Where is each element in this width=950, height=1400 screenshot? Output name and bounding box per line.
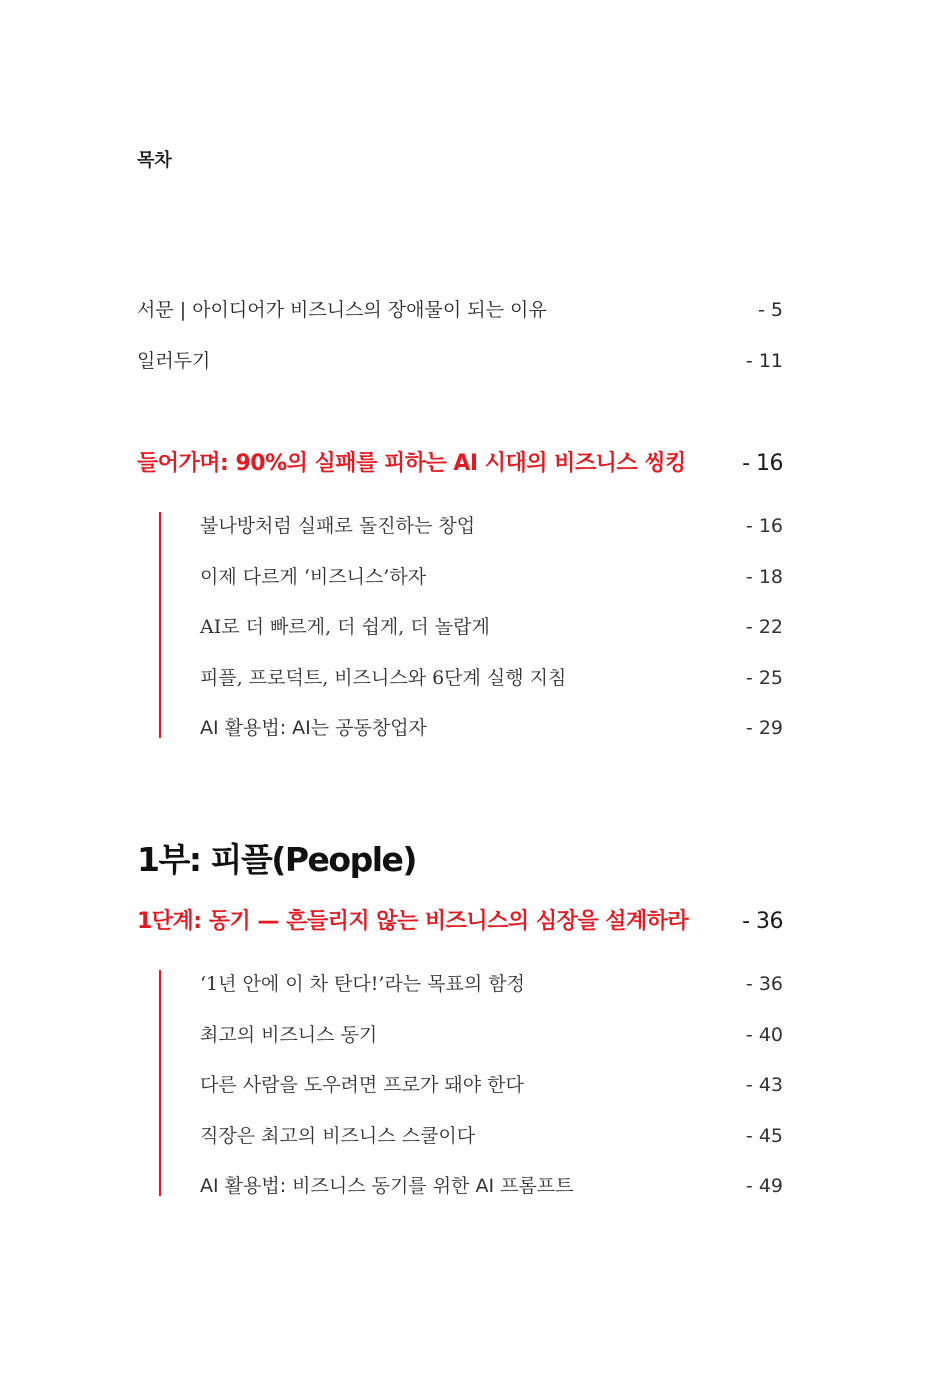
entry-title: 직장은 최고의 비즈니스 스쿨이다 xyxy=(200,1125,476,1147)
entry-page: - 29 xyxy=(745,717,783,739)
entry-title: AI로 더 빠르게, 더 쉽게, 더 놀랍게 xyxy=(200,616,490,638)
entry-title: 피플, 프로덕트, 비즈니스와 6단계 실행 지침 xyxy=(200,667,567,689)
toc-entry-preface[interactable] xyxy=(137,295,783,325)
toc-entry[interactable] xyxy=(137,562,783,592)
entry-page: - 49 xyxy=(745,1175,783,1197)
toc-entry-notes[interactable] xyxy=(137,346,783,376)
entry-title: 최고의 비즈니스 동기 xyxy=(200,1024,378,1046)
entry-title: 다른 사람을 도우려면 프로가 돼야 한다 xyxy=(200,1074,524,1096)
entry-title: 서문 | 아이디어가 비즈니스의 장애물이 되는 이유 xyxy=(137,299,547,321)
entry-title: 일러두기 xyxy=(137,350,211,372)
entry-title: ‘1년 안에 이 차 탄다!’라는 목표의 함정 xyxy=(200,973,525,995)
section-title: 들어가며: 90%의 실패를 피하는 AI 시대의 비즈니스 씽킹 xyxy=(137,451,686,476)
toc-heading: 목차 xyxy=(137,150,172,171)
toc-entry[interactable] xyxy=(137,663,783,693)
part-title: 1부: 피플(People) xyxy=(137,840,416,879)
toc-entry[interactable] xyxy=(137,713,783,743)
entry-page: - 36 xyxy=(745,973,783,995)
entry-title: 불나방처럼 실패로 돌진하는 창업 xyxy=(200,515,476,537)
toc-entry[interactable] xyxy=(137,1020,783,1050)
entry-page: - 22 xyxy=(745,616,783,638)
entry-page: - 25 xyxy=(745,667,783,689)
toc-entry[interactable] xyxy=(137,1171,783,1201)
toc-entry[interactable] xyxy=(137,511,783,541)
toc-entry[interactable] xyxy=(137,1121,783,1151)
entry-page: - 5 xyxy=(758,299,783,321)
entry-title: AI 활용법: AI는 공동창업자 xyxy=(200,717,427,739)
toc-entry[interactable] xyxy=(137,969,783,999)
toc-entry[interactable] xyxy=(137,1070,783,1100)
toc-section-intro[interactable] xyxy=(137,449,783,479)
entry-page: - 40 xyxy=(745,1024,783,1046)
section-page: - 16 xyxy=(742,451,783,476)
toc-entry[interactable] xyxy=(137,612,783,642)
entry-title: 이제 다르게 ‘비즈니스’하자 xyxy=(200,566,427,588)
entry-page: - 16 xyxy=(745,515,783,537)
entry-page: - 43 xyxy=(745,1074,783,1096)
entry-page: - 18 xyxy=(745,566,783,588)
entry-page: - 45 xyxy=(745,1125,783,1147)
entry-page: - 11 xyxy=(745,350,783,372)
toc-section-chapter-1[interactable] xyxy=(137,907,783,937)
entry-title: AI 활용법: 비즈니스 동기를 위한 AI 프롬프트 xyxy=(200,1175,574,1197)
section-title: 1단계: 동기 — 흔들리지 않는 비즈니스의 심장을 설계하라 xyxy=(137,909,689,934)
section-page: - 36 xyxy=(742,909,783,934)
